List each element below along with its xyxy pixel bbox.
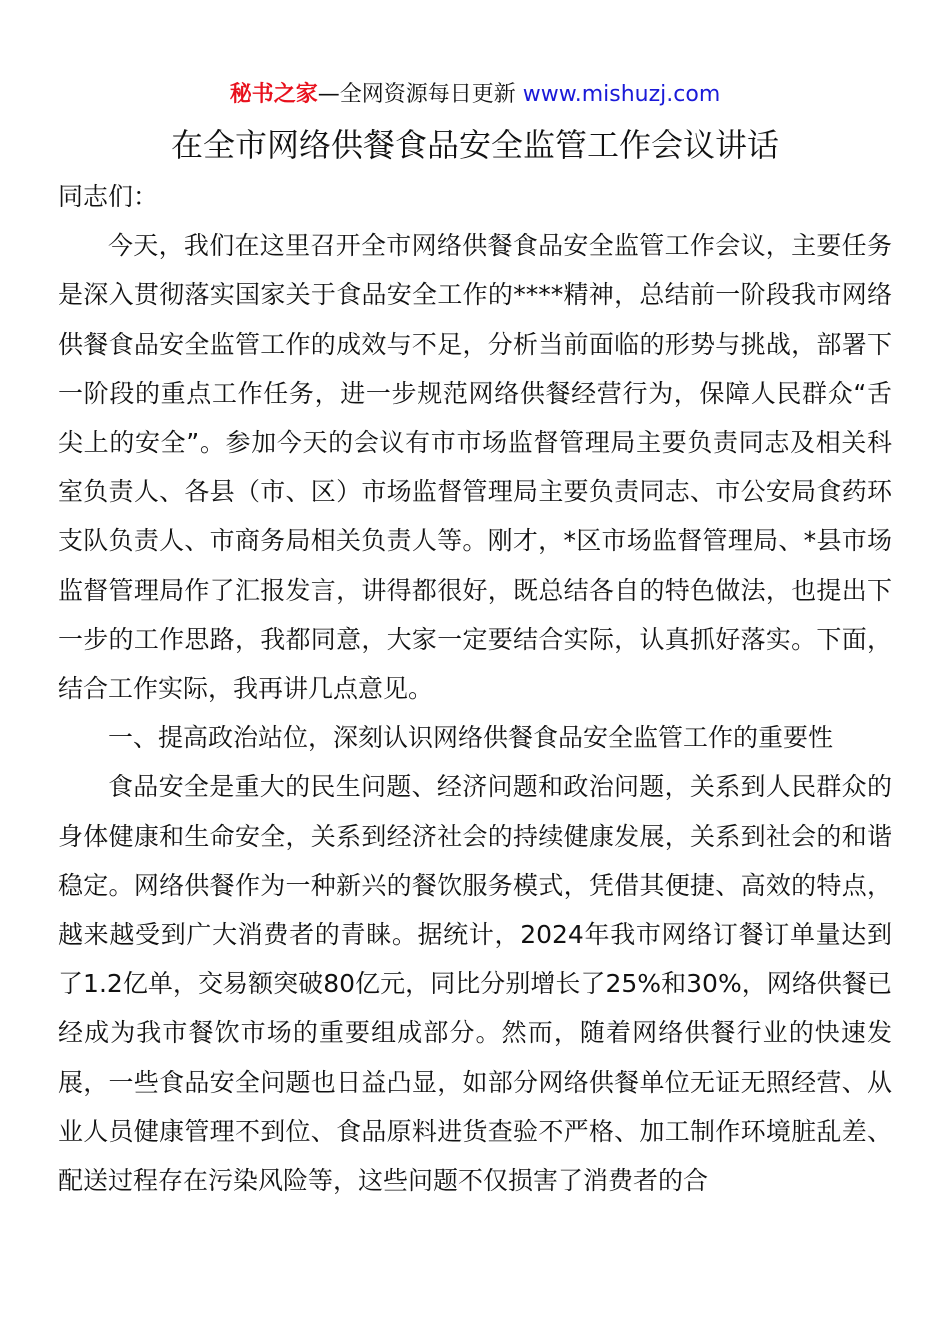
salutation: 同志们： [58, 182, 159, 211]
intro-paragraph: 今天，我们在这里召开全市网络供餐食品安全监管工作会议，主要任务是深入贯彻落实国家关于食品安全工作的****精神，总结前一阶段我市网络供餐食品安全监管工作的成效与不足，分析当前面临的形势与挑战，部署下一阶段的重点工作任务，进一步规范网络供餐经营行为，保障人民群众“舌尖上的安全”。参加今天的会议有市市场监督管理局主要负责同志及相关科室负责人、各县（市、区）市场监督管理局主要负责同志、市公安局食药环支队负责人、市商务局相关负责人等。刚才，*区市场监督管理局、*县市场监督管理局作了汇报发言，讲得都很好，既总结各自的特色做法，也提出下一步的工作思路，我都同意，大家一定要结合实际，认真抓好落实。下面，结合工作实际，我再讲几点意见。 [58, 231, 892, 704]
document-body [58, 172, 892, 1205]
site-banner [0, 78, 950, 112]
document-title: 在全市网络供餐食品安全监管工作会议讲话 [170, 126, 779, 164]
site-url-link[interactable]: www.mishuzj.com [522, 82, 721, 107]
site-brand: 秘书之家 [229, 82, 318, 107]
section-heading: 一、提高政治站位，深刻认识网络供餐食品安全监管工作的重要性 [108, 723, 834, 753]
site-tagline: —全网资源每日更新 [317, 82, 523, 107]
section-paragraph: 食品安全是重大的民生问题、经济问题和政治问题，关系到人民群众的身体健康和生命安全，关系到经济社会的持续健康发展，关系到社会的和谐稳定。网络供餐作为一种新兴的餐饮服务模式，凭借其便捷、高效的特点，越来越受到广大消费者的青睐。据统计，2024年我市网络订餐订单量达到了1.2亿单，交易额突破80亿元，同比分别增长了25%和30%，网络供餐已经成为我市餐饮市场的重要组成部分。然而，随着网络供餐行业的快速发展，一些食品安全问题也日益凸显，如部分网络供餐单位无证无照经营、从业人员健康管理不到位、食品原料进货查验不严格、加工制作环境脏乱差、配送过程存在污染风险等，这些问题不仅损害了消费者的合 [58, 772, 892, 1196]
